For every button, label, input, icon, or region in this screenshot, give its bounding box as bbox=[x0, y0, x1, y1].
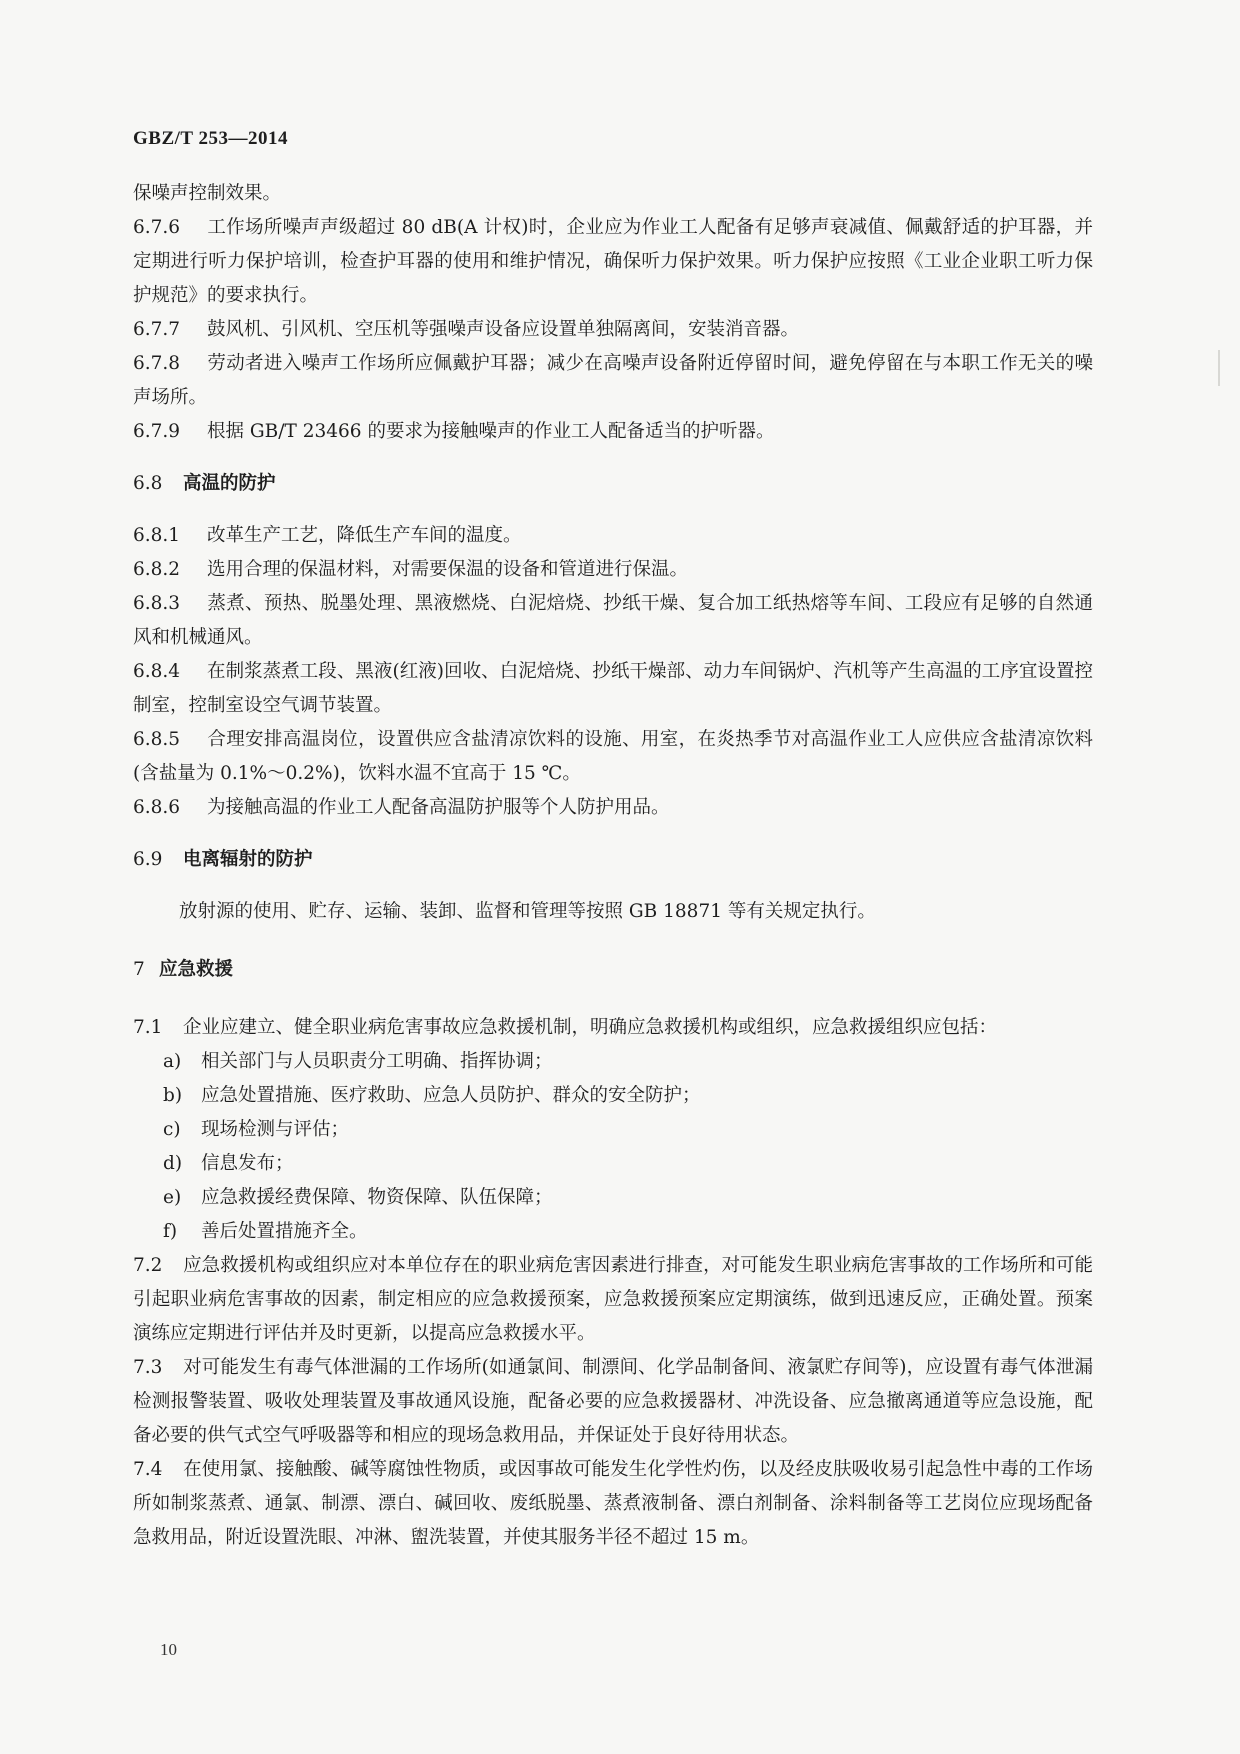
list-item bbox=[133, 1147, 1093, 1181]
document-body bbox=[133, 177, 1093, 1555]
list-marker: f) bbox=[163, 1221, 178, 1242]
section-number: 6.9 bbox=[133, 849, 163, 870]
clause-7-4 bbox=[133, 1453, 1093, 1555]
section-title: 高温的防护 bbox=[183, 473, 276, 494]
clause-text: 对可能发生有毒气体泄漏的工作场所(如通氯间、制漂间、化学品制备间、液氯贮存间等)，应设置有毒气体泄漏检测报警装置、吸收处理装置及事故通风设施，配备必要的应急救援器材、冲洗设备、应急撤离通道等应急设施，配备必要的供气式空气呼吸器等和相应的现场急救用品，并保证处于良好待用状态。 bbox=[133, 1357, 1093, 1446]
list-text: 相关部门与人员职责分工明确、指挥协调； bbox=[201, 1051, 553, 1072]
clause-number: 6.7.6 bbox=[133, 217, 181, 238]
clause-6-8-6 bbox=[133, 791, 1093, 825]
list-text: 善后处置措施齐全。 bbox=[201, 1221, 368, 1242]
page-number: 10 bbox=[160, 1640, 177, 1659]
chapter-number: 7 bbox=[133, 959, 145, 980]
list-text: 应急处置措施、医疗救助、应急人员防护、群众的安全防护； bbox=[201, 1085, 701, 1106]
clause-6-7-6 bbox=[133, 211, 1093, 313]
list-item bbox=[133, 1215, 1093, 1249]
clause-text: 根据 GB/T 23466 的要求为接触噪声的作业工人配备适当的护听器。 bbox=[207, 421, 775, 442]
clause-6-8-5 bbox=[133, 723, 1093, 791]
list-item bbox=[133, 1045, 1093, 1079]
clause-text: 企业应建立、健全职业病危害事故应急救援机制，明确应急救援机构或组织，应急救援组织应包括： bbox=[183, 1017, 998, 1038]
list-item bbox=[133, 1181, 1093, 1215]
clause-text: 在使用氯、接触酸、碱等腐蚀性物质，或因事故可能发生化学性灼伤，以及经皮肤吸收易引起急性中毒的工作场所如制浆蒸煮、通氯、制漂、漂白、碱回收、废纸脱墨、蒸煮液制备、漂白剂制备、涂料制备等工艺岗位应现场配备急救用品，附近设置洗眼、冲淋、盥洗装置，并使其服务半径不超过 15 m。 bbox=[133, 1459, 1093, 1548]
chapter-title: 应急救援 bbox=[159, 959, 234, 980]
clause-number: 7.4 bbox=[133, 1459, 163, 1480]
clause-6-8-3 bbox=[133, 587, 1093, 655]
clause-7-3 bbox=[133, 1351, 1093, 1453]
clause-7-1 bbox=[133, 1011, 1093, 1045]
list-marker: d) bbox=[163, 1153, 183, 1174]
clause-6-7-7 bbox=[133, 313, 1093, 347]
clause-number: 6.8.5 bbox=[133, 729, 181, 750]
clause-text: 工作场所噪声声级超过 80 dB(A 计权)时，企业应为作业工人配备有足够声衰减值、佩戴舒适的护耳器，并定期进行听力保护培训，检查护耳器的使用和维护情况，确保听力保护效果。听力保护应按照《工业企业职工听力保护规范》的要求执行。 bbox=[133, 217, 1093, 306]
clause-text: 为接触高温的作业工人配备高温防护服等个人防护用品。 bbox=[207, 797, 670, 818]
section-title: 电离辐射的防护 bbox=[183, 849, 313, 870]
list-text: 现场检测与评估； bbox=[201, 1119, 350, 1140]
clause-text: 蒸煮、预热、脱墨处理、黑液燃烧、白泥焙烧、抄纸干燥、复合加工纸热熔等车间、工段应有足够的自然通风和机械通风。 bbox=[133, 593, 1093, 648]
paragraph-continuation: 保噪声控制效果。 bbox=[133, 183, 282, 204]
clause-text: 选用合理的保温材料，对需要保温的设备和管道进行保温。 bbox=[207, 559, 689, 580]
clause-number: 6.7.9 bbox=[133, 421, 181, 442]
clause-number: 6.7.7 bbox=[133, 319, 181, 340]
clause-6-7-9 bbox=[133, 415, 1093, 449]
clause-number: 6.8.3 bbox=[133, 593, 181, 614]
list-item bbox=[133, 1079, 1093, 1113]
clause-7-2 bbox=[133, 1249, 1093, 1351]
chapter-heading-7 bbox=[133, 953, 1093, 987]
list-text: 应急救援经费保障、物资保障、队伍保障； bbox=[201, 1187, 553, 1208]
list-text: 信息发布； bbox=[201, 1153, 294, 1174]
section-heading-6-9 bbox=[133, 843, 1093, 877]
clause-number: 6.8.1 bbox=[133, 525, 181, 546]
clause-text: 改革生产工艺，降低生产车间的温度。 bbox=[207, 525, 522, 546]
clause-number: 6.8.2 bbox=[133, 559, 181, 580]
clause-text: 在制浆蒸煮工段、黑液(红液)回收、白泥焙烧、抄纸干燥部、动力车间锅炉、汽机等产生高温的工序宜设置控制室，控制室设空气调节装置。 bbox=[133, 661, 1093, 716]
section-heading-6-8 bbox=[133, 467, 1093, 501]
clause-number: 7.3 bbox=[133, 1357, 163, 1378]
clause-text: 劳动者进入噪声工作场所应佩戴护耳器；减少在高噪声设备附近停留时间，避免停留在与本职工作无关的噪声场所。 bbox=[133, 353, 1093, 408]
clause-text: 鼓风机、引风机、空压机等强噪声设备应设置单独隔离间，安装消音器。 bbox=[207, 319, 800, 340]
scan-margin-mark bbox=[1218, 350, 1220, 386]
section-number: 6.8 bbox=[133, 473, 163, 494]
clause-6-8-4 bbox=[133, 655, 1093, 723]
clause-number: 7.1 bbox=[133, 1017, 163, 1038]
clause-text: 应急救援机构或组织应对本单位存在的职业病危害因素进行排查，对可能发生职业病危害事故的工作场所和可能引起职业病危害事故的因素，制定相应的应急救援预案，应急救援预案应定期演练，做到迅速反应，正确处置。预案演练应定期进行评估并及时更新，以提高应急救援水平。 bbox=[133, 1255, 1093, 1344]
list-marker: e) bbox=[163, 1187, 182, 1208]
document-code: GBZ/T 253—2014 bbox=[133, 128, 288, 149]
clause-number: 6.7.8 bbox=[133, 353, 181, 374]
list-item bbox=[133, 1113, 1093, 1147]
clause-6-8-2 bbox=[133, 553, 1093, 587]
section-6-9-body: 放射源的使用、贮存、运输、装卸、监督和管理等按照 GB 18871 等有关规定执行。 bbox=[179, 901, 876, 922]
list-marker: b) bbox=[163, 1085, 183, 1106]
list-marker: a) bbox=[163, 1051, 182, 1072]
clause-text: 合理安排高温岗位，设置供应含盐清凉饮料的设施、用室，在炎热季节对高温作业工人应供应含盐清凉饮料(含盐量为 0.1%～0.2%)，饮料水温不宜高于 15 ℃。 bbox=[133, 729, 1093, 784]
clause-number: 7.2 bbox=[133, 1255, 163, 1276]
clause-6-8-1 bbox=[133, 519, 1093, 553]
list-marker: c) bbox=[163, 1119, 181, 1140]
clause-6-7-8 bbox=[133, 347, 1093, 415]
clause-number: 6.8.4 bbox=[133, 661, 181, 682]
clause-number: 6.8.6 bbox=[133, 797, 181, 818]
